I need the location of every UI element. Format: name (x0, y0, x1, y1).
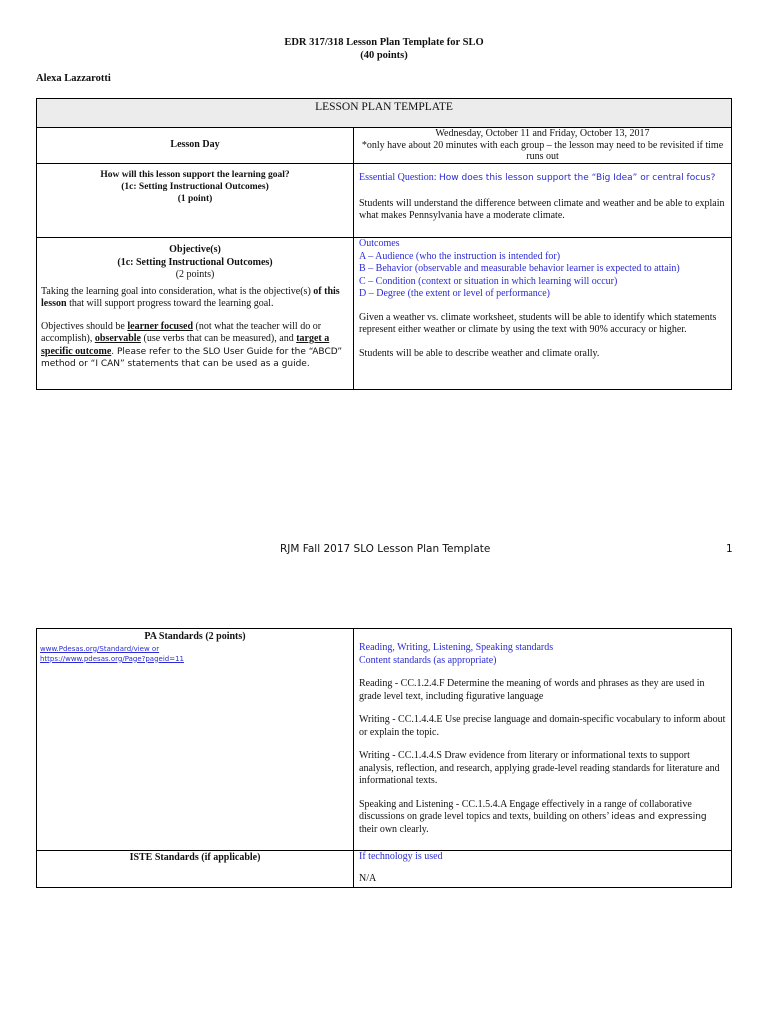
page-number: 1 (726, 543, 733, 555)
essential-question (359, 172, 727, 185)
footer-text: RJM Fall 2017 SLO Lesson Plan Template (280, 543, 491, 555)
pa-standards-title: PA Standards (2 points) (144, 631, 246, 642)
support-sub: (1c: Setting Instructional Outcomes) (121, 182, 269, 192)
standard-writing-s: Writing - CC.1.4.4.S Draw evidence from literary or informational texts to support analysis, reflection, and research, applying grade-level reading standards for literature and informational texts. (359, 750, 720, 786)
standard-speaking: Speaking and Listening - CC.1.5.4.A Engage effectively in a range of collaborative discussions on grade level topics and texts, building on others’ ideas and expressing their own clearly. (359, 798, 707, 835)
objectives-label-cell (37, 238, 354, 390)
title-line-2: (40 points) (360, 50, 408, 61)
lesson-day-value (354, 128, 732, 164)
iste-standards-answer-cell (354, 851, 732, 888)
pdesas-page-link[interactable]: https://www.pdesas.org/Page?pageid=11 (40, 654, 184, 663)
lesson-date: Wednesday, October 11 and Friday, October 13, 2017 (435, 128, 650, 139)
essential-question-label: Essential Question: (359, 172, 437, 183)
outcome-d: D – Degree (the extent or level of performance) (359, 288, 551, 299)
pa-standards-answer-cell (354, 629, 732, 851)
support-question: How will this lesson support the learning goal? (100, 170, 290, 180)
outcomes-label: Outcomes (359, 238, 400, 249)
essential-question-text: How does this lesson support the “Big Idea” or central focus? (439, 173, 716, 183)
support-label-cell (37, 164, 354, 238)
reading-standards-label: Reading, Writing, Listening, Speaking standards (359, 642, 554, 653)
objectives-answer-cell (354, 238, 732, 390)
document-title (0, 36, 768, 62)
objective-answer-1: Given a weather vs. climate worksheet, students will be able to identify which statements represent either weather or climate by using the text with 90% accuracy or higher. (359, 311, 717, 335)
table-heading: LESSON PLAN TEMPLATE (37, 99, 732, 128)
pdesas-standard-link[interactable]: www.Pdesas.org/Standard/view or (40, 644, 160, 653)
lesson-day-label: Lesson Day (37, 128, 354, 164)
standard-reading: Reading - CC.1.2.4.F Determine the meaning of words and phrases as they are used in grade level text, including figurative language (359, 678, 705, 702)
lesson-day-note: *only have about 20 minutes with each group – the lesson may need to be revisited if time runs out (361, 139, 724, 162)
title-line-1: EDR 317/318 Lesson Plan Template for SLO (284, 37, 484, 48)
iste-standards-label: ISTE Standards (if applicable) (37, 851, 354, 888)
outcome-a: A – Audience (who the instruction is intended for) (359, 250, 561, 262)
author-name: Alexa Lazzarotti (36, 73, 111, 84)
content-standards-label: Content standards (as appropriate) (359, 654, 497, 666)
standard-writing-e: Writing - CC.1.4.4.E Use precise language and domain-specific vocabulary to inform about or explain the topic. (359, 714, 726, 738)
iste-na: N/A (359, 872, 377, 884)
iste-tech-label: If technology is used (359, 851, 443, 862)
outcome-b: B – Behavior (observable and measurable behavior learner is expected to attain) (359, 263, 680, 274)
support-points: (1 point) (177, 194, 213, 204)
standards-table (36, 628, 732, 888)
objectives-points: (2 points) (175, 269, 215, 280)
objectives-title: Objective(s) (169, 244, 221, 255)
objectives-instruction-2: Objectives should be learner focused (not what the teacher will do or accomplish), observable (use verbs that can be measured), and target a specific outcome. Please refer to the SLO User Guide for the “ABCD” method or “I CAN” statements that can be used as a guide. (41, 320, 343, 369)
lesson-plan-table (36, 98, 732, 390)
support-answer-cell (354, 164, 732, 238)
objectives-sub: (1c: Setting Instructional Outcomes) (117, 256, 273, 268)
objectives-instruction-1: Taking the learning goal into consideration, what is the objective(s) of this lesson that will support progress toward the learning goal. (41, 285, 340, 309)
objective-answer-2: Students will be able to describe weather and climate orally. (359, 347, 600, 359)
pa-standards-label-cell (37, 629, 354, 851)
outcome-c: C – Condition (context or situation in which learning will occur) (359, 275, 618, 287)
support-answer: Students will understand the difference between climate and weather and be able to explain what makes Pennsylvania have a moderate climate. (359, 197, 725, 221)
